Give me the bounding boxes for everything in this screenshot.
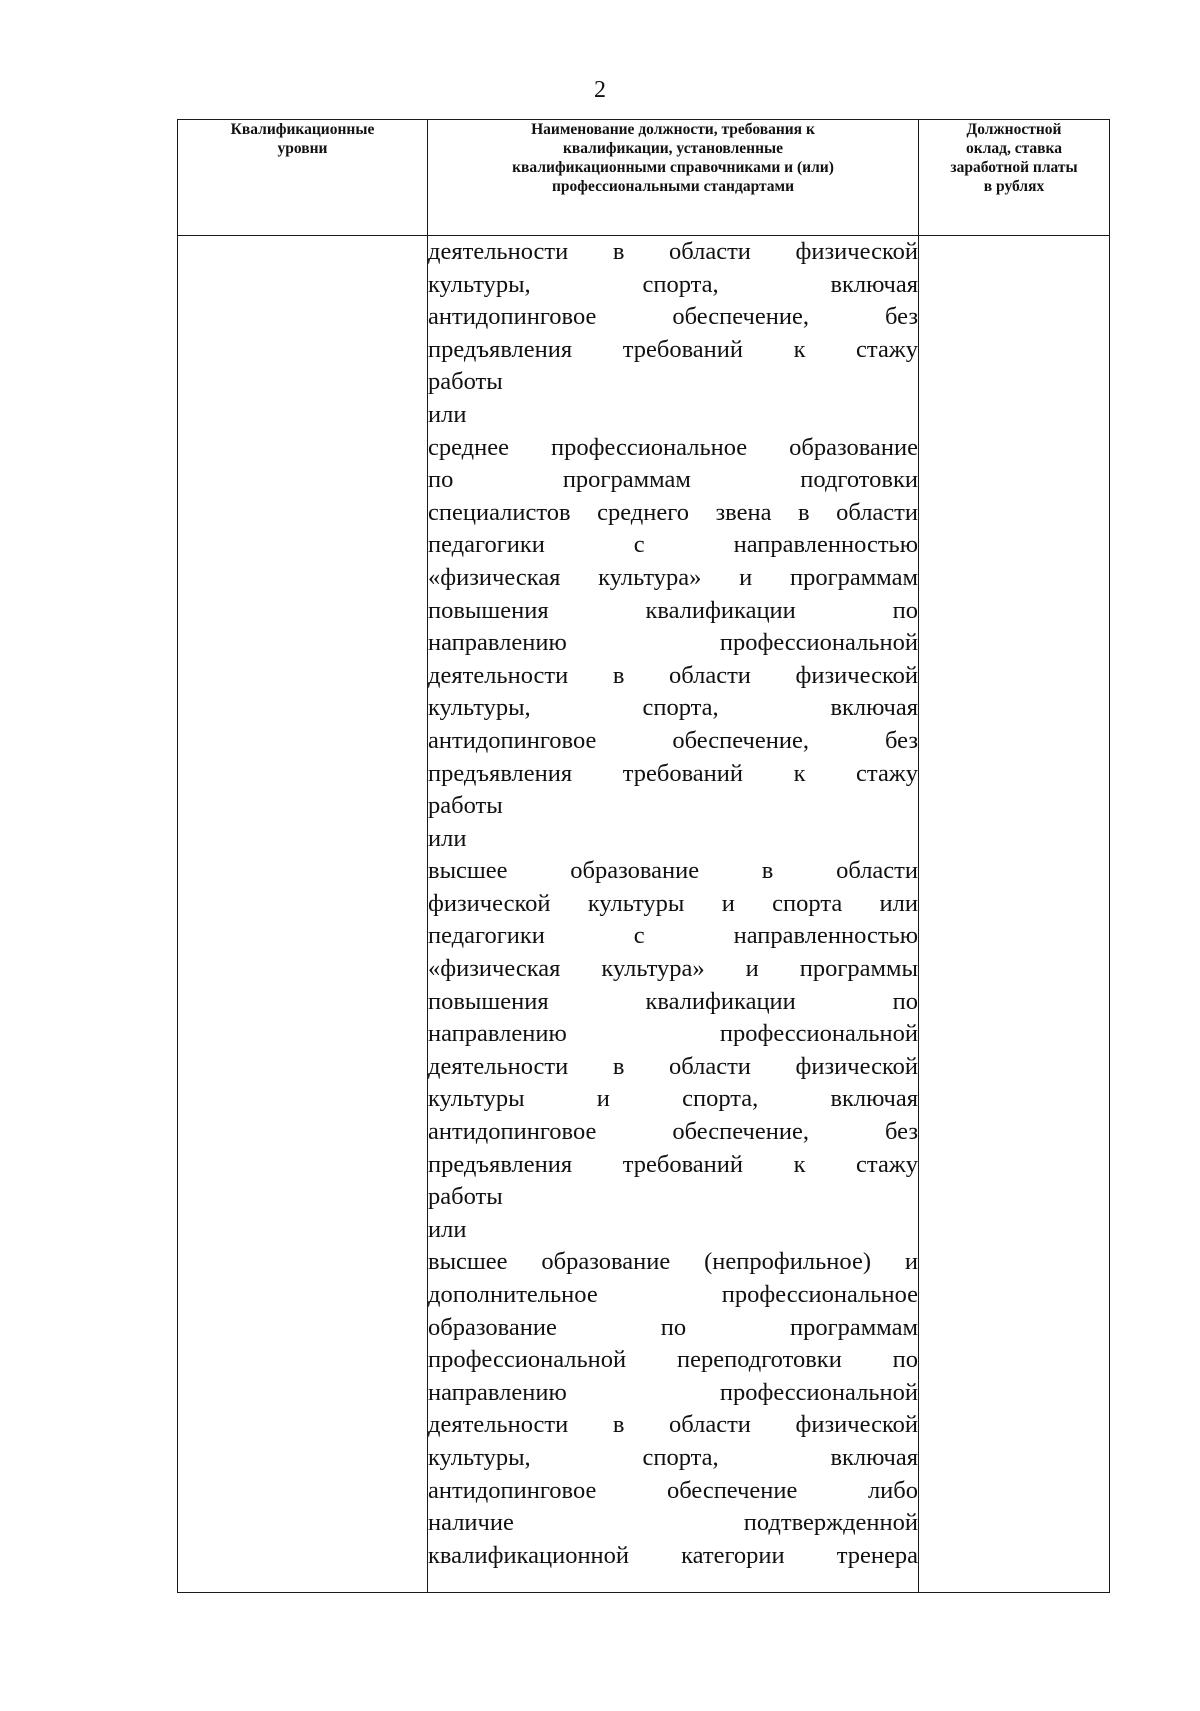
requirement-line: специалистов среднего звена в области [428, 498, 918, 526]
requirement-line: или [428, 400, 467, 428]
requirement-line: работы [428, 368, 503, 396]
requirement-line: предъявления требований к стажу [428, 335, 918, 363]
requirement-line: антидопинговое обеспечение либо [428, 1476, 918, 1504]
page-number: 2 [594, 77, 606, 103]
requirement-line: квалификационной категории тренера [428, 1541, 918, 1569]
requirement-line: культуры, спорта, включая [428, 1443, 918, 1471]
salary-cell [919, 236, 1110, 1593]
requirement-line: предъявления требований к стажу [428, 759, 918, 787]
requirement-line: физической культуры и спорта или [428, 889, 918, 917]
requirement-line: высшее образование (непрофильное) и [428, 1248, 918, 1276]
requirement-line: профессиональной переподготовки по [428, 1346, 918, 1374]
requirement-line: повышения квалификации по [428, 596, 918, 624]
requirement-line: культуры, спорта, включая [428, 270, 918, 298]
requirement-line: дополнительное профессиональное [428, 1281, 918, 1308]
requirement-line: образование по программам [428, 1313, 918, 1341]
requirement-line: деятельности в области физической [428, 238, 918, 265]
header-qualification-levels: Квалификационные уровни [178, 120, 428, 236]
header-position-requirements: Наименование должности, требования к квалификации, установленные квалификационными справочниками и (или) профессиональными стандартами [428, 120, 919, 236]
requirement-line: антидопинговое обеспечение, без [428, 1118, 918, 1146]
requirement-line: антидопинговое обеспечение, без [428, 303, 918, 331]
requirements-cell [428, 236, 919, 1593]
qualification-table [177, 119, 1110, 1593]
requirement-line: или [428, 1215, 467, 1243]
requirement-line: педагогики с направленностью [428, 922, 918, 950]
requirement-line: педагогики с направленностью [428, 531, 918, 559]
requirement-line: «физическая культура» и программы [428, 955, 918, 983]
requirement-line: деятельности в области физической [428, 661, 918, 689]
table-header-row [178, 120, 1110, 236]
requirement-line: предъявления требований к стажу [428, 1150, 918, 1178]
requirement-line: работы [428, 792, 503, 820]
requirement-line: деятельности в области физической [428, 1052, 918, 1080]
requirement-line: культуры и спорта, включая [428, 1085, 918, 1113]
header-salary: Должностной оклад, ставка заработной платы в рублях [919, 120, 1110, 236]
requirement-line: среднее профессиональное образование [428, 433, 918, 461]
requirement-line: повышения квалификации по [428, 987, 918, 1015]
requirement-line: высшее образование в области [428, 857, 918, 885]
requirement-line: направлению профессиональной [428, 1020, 918, 1048]
table-row [178, 236, 1110, 1593]
qualification-level-cell [178, 236, 428, 1593]
requirement-line: наличие подтвержденной [428, 1509, 918, 1537]
requirement-line: или [428, 824, 467, 852]
requirement-line: культуры, спорта, включая [428, 694, 918, 722]
requirement-line: «физическая культура» и программам [428, 563, 918, 591]
requirement-line: по программам подготовки [428, 466, 918, 494]
requirement-line: работы [428, 1183, 503, 1211]
requirement-line: направлению профессиональной [428, 1378, 918, 1406]
requirement-line: антидопинговое обеспечение, без [428, 726, 918, 754]
requirement-line: направлению профессиональной [428, 629, 918, 657]
requirement-line: деятельности в области физической [428, 1411, 918, 1439]
